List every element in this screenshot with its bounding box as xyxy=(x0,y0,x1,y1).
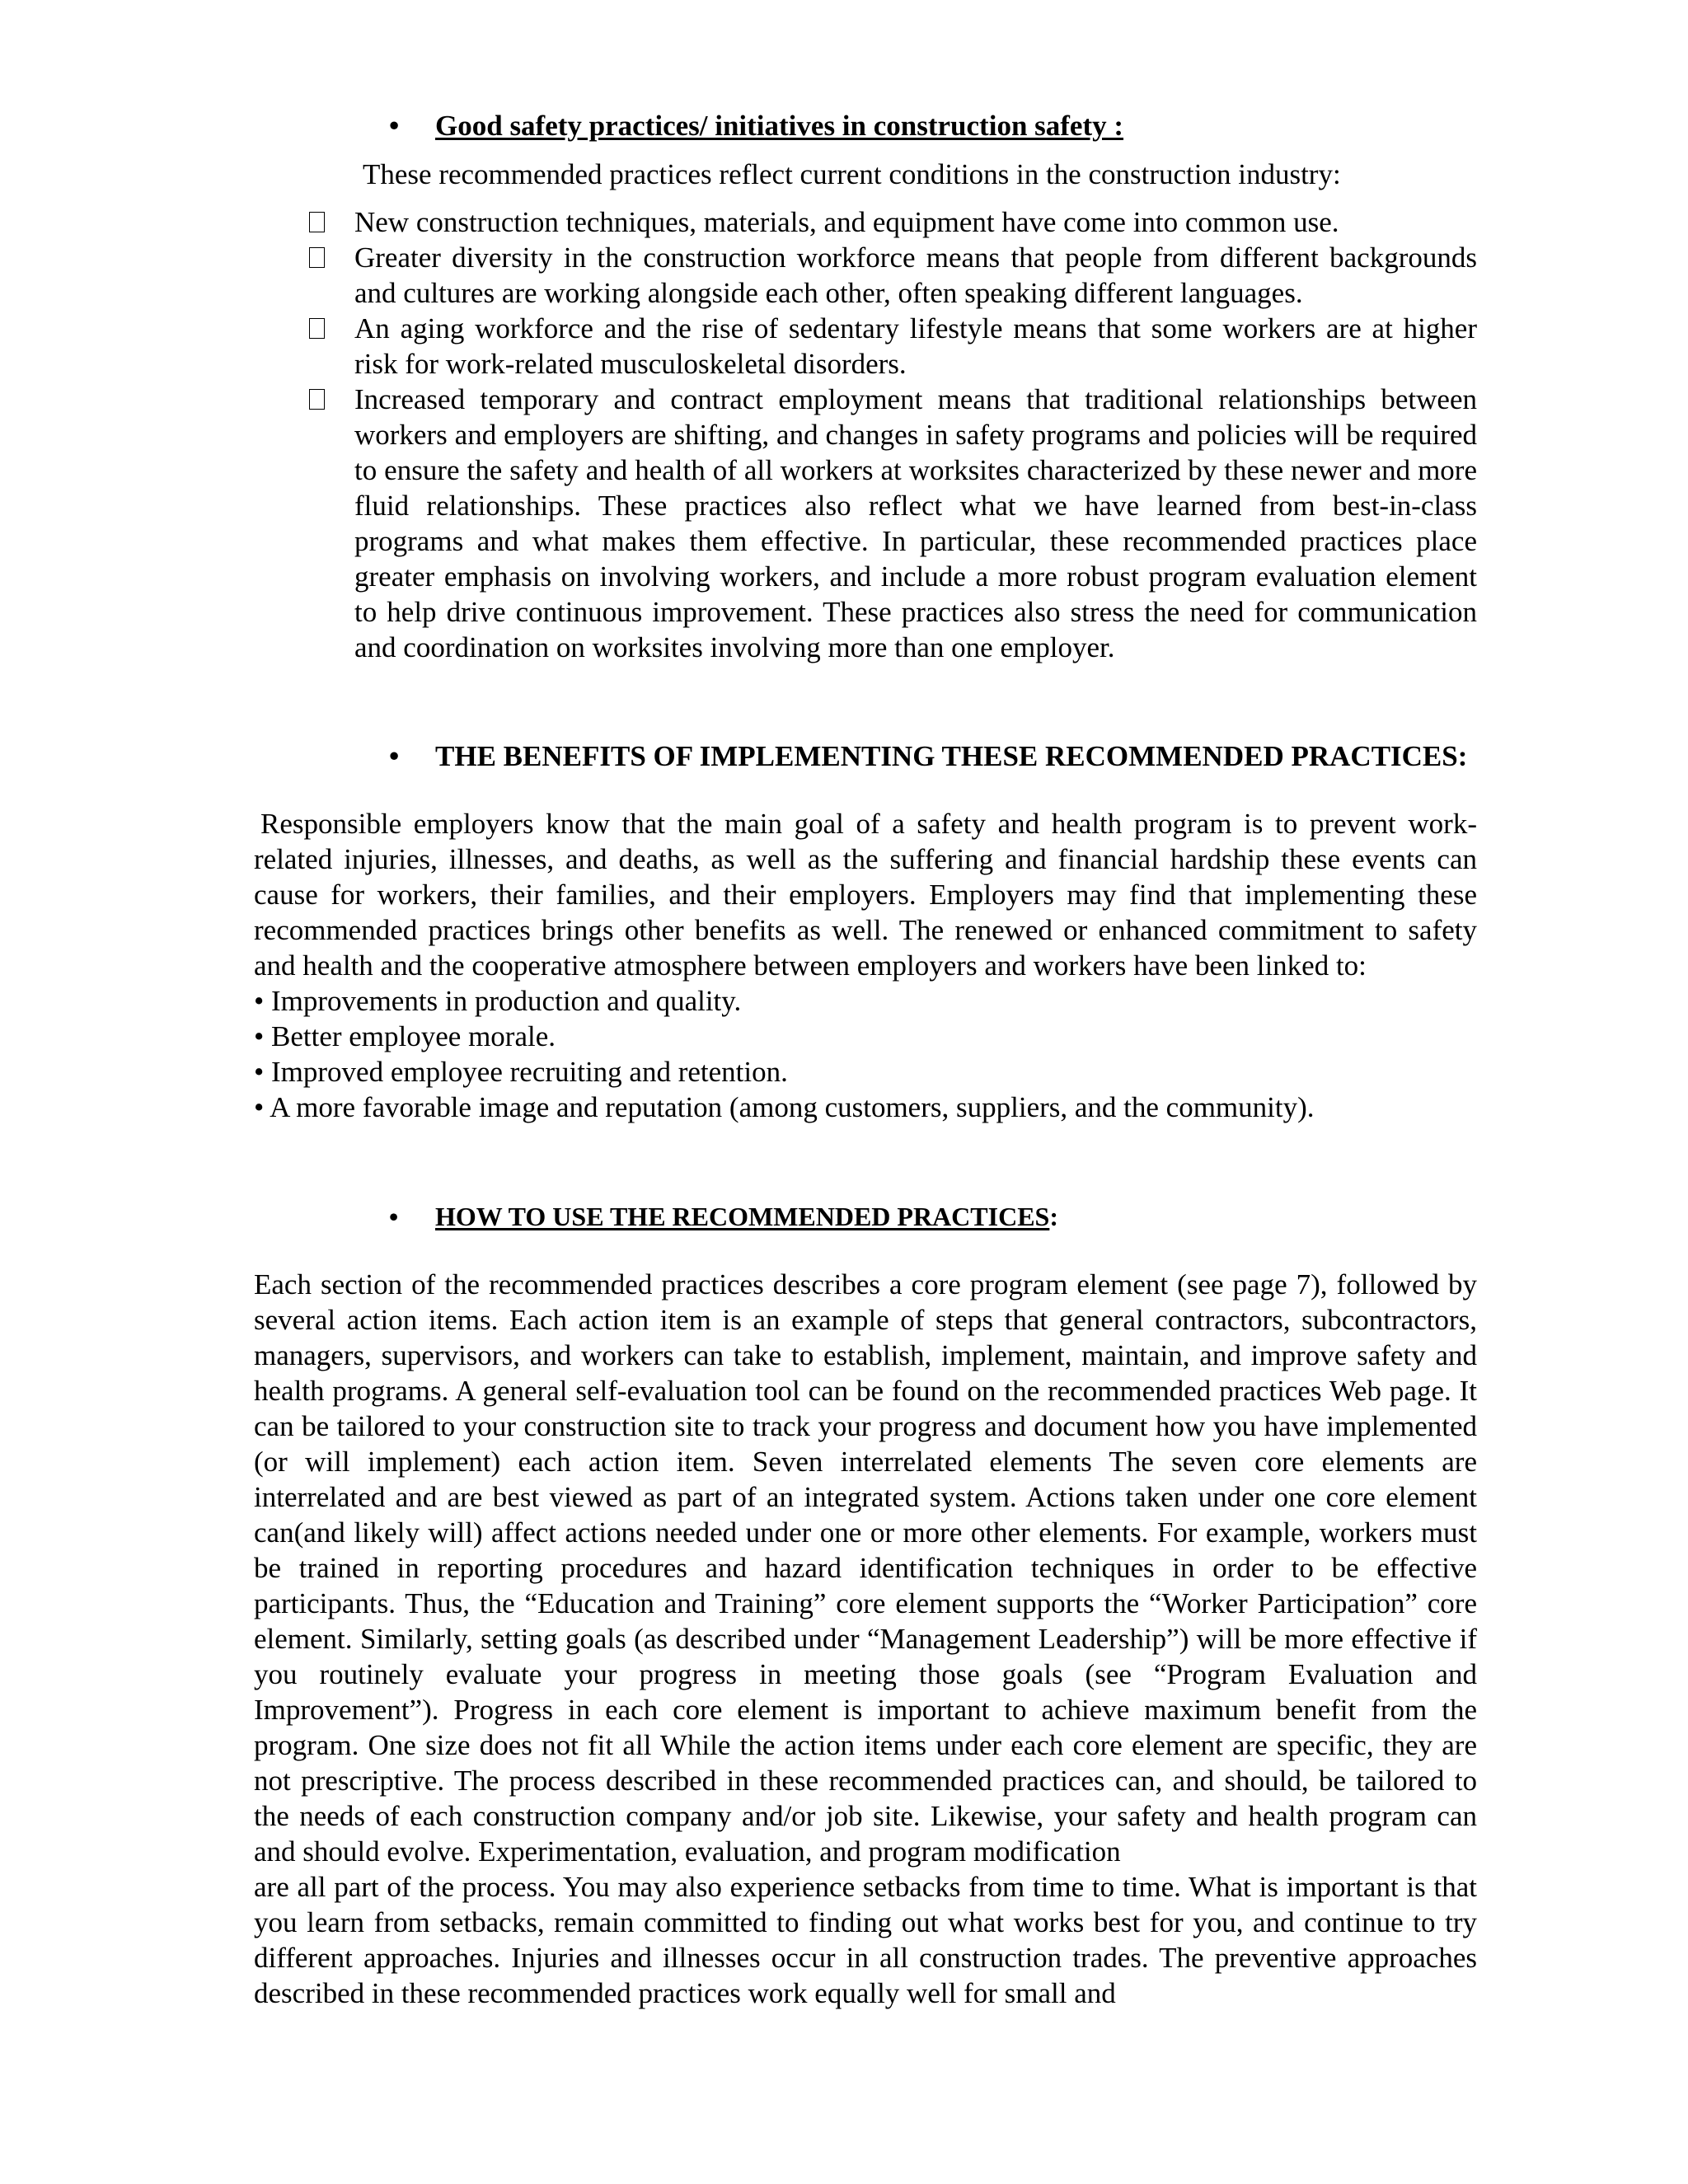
conditions-list xyxy=(309,204,1477,665)
how-to-use-paragraph-continued: are all part of the process. You may also experience setbacks from time to time. What is important is that you learn from setbacks, remain committed to finding out what works best for you, and continue to try different approaches. Injuries and illnesses occur in all construction trades. The preventive approaches described in these recommended practices work equally well for small and xyxy=(254,1871,1477,2009)
heading-colon: : xyxy=(1049,1202,1058,1231)
list-item: • Improved employee recruiting and retention. xyxy=(254,1056,788,1088)
how-to-use-section xyxy=(254,1267,1477,2011)
list-item: • A more favorable image and reputation (among customers, suppliers, and the community). xyxy=(254,1091,1315,1123)
list-item-text: Increased temporary and contract employment means that traditional relationships between workers and employers are shifting, and changes in safety programs and policies will be required to ensure the safety and health of all workers at worksites characterized by these newer and more fluid relationships. These practices also reflect what we have learned from best-in-class programs and what makes them effective. In particular, these recommended practices place greater emphasis on involving workers, and include a more robust program evaluation element to help drive continuous improvement. These practices also stress the need for communication and coordination on worksites involving more than one employer. xyxy=(354,383,1477,663)
list-item xyxy=(309,240,1477,311)
how-to-use-paragraph: Each section of the recommended practices describes a core program element (see page 7), followed by several action items. Each action item is an example of steps that general contractors, subcontractors, managers, supervisors, and workers can take to establish, implement, maintain, and improve safety and health programs. A general self-evaluation tool can be found on the recommended practices Web page. It can be tailored to your construction site to track your progress and document how you have implemented (or will implement) each action item. Seven interrelated elements The seven core elements are interrelated and are best viewed as part of an integrated system. Actions taken under one core element can(and likely will) affect actions needed under one or more other elements. For example, workers must be trained in reporting procedures and hazard identification techniques in order to be effective participants. Thus, the “Education and Training” core element supports the “Worker Participation” core element. Similarly, setting goals (as described under “Management Leadership”) will be more effective if you routinely evaluate your progress in meeting those goals (see “Program Evaluation and Improvement”). Progress in each core element is important to achieve maximum benefit from the program. One size does not fit all While the action items under each core element are specific, they are not prescriptive. The process described in these recommended practices can, and should, be tailored to the needs of each construction company and/or job site. Likewise, your safety and health program can and should evolve. Experimentation, evaluation, and program modification xyxy=(254,1268,1477,1868)
bullet-icon: • xyxy=(389,740,400,772)
list-item: • Better employee morale. xyxy=(254,1020,556,1052)
list-item xyxy=(309,382,1477,665)
benefits-list xyxy=(254,983,1477,1125)
list-item-text: An aging workforce and the rise of sedentary lifestyle means that some workers are at higher risk for work-related musculoskeletal disorders. xyxy=(354,312,1477,380)
checkbox-square-icon xyxy=(309,212,325,232)
checkbox-square-icon xyxy=(309,247,325,268)
checkbox-square-icon xyxy=(309,318,325,339)
list-item-text: Greater diversity in the construction workforce means that people from different backgrounds and cultures are working alongside each other, often speaking different languages. xyxy=(354,241,1477,309)
heading-label: HOW TO USE THE RECOMMENDED PRACTICES xyxy=(435,1202,1050,1231)
bullet-icon: • xyxy=(389,1202,399,1231)
heading-text: Good safety practices/ initiatives in construction safety : xyxy=(435,110,1124,142)
list-item: • Improvements in production and quality. xyxy=(254,985,742,1017)
heading-text xyxy=(435,1199,1477,1235)
bullet-icon: • xyxy=(389,110,400,142)
heading-text: THE BENEFITS OF IMPLEMENTING THESE RECOMMENDED PRACTICES: xyxy=(435,740,1468,772)
checkbox-square-icon xyxy=(309,389,325,410)
benefits-section xyxy=(254,806,1477,1125)
benefits-paragraph: Responsible employers know that the main goal of a safety and health program is to prevent work-related injuries, illnesses, and deaths, as well as the suffering and financial hardship these events can cause for workers, their families, and their employers. Employers may find that implementing these recommended practices brings other benefits as well. The renewed or enhanced commitment to safety and health and the cooperative atmosphere between employers and workers have been linked to: xyxy=(254,808,1477,982)
list-item-text: New construction techniques, materials, and equipment have come into common use. xyxy=(354,206,1339,238)
intro-paragraph: These recommended practices reflect current conditions in the construction industry: xyxy=(363,158,1341,190)
list-item xyxy=(309,204,1477,240)
list-item xyxy=(309,311,1477,382)
